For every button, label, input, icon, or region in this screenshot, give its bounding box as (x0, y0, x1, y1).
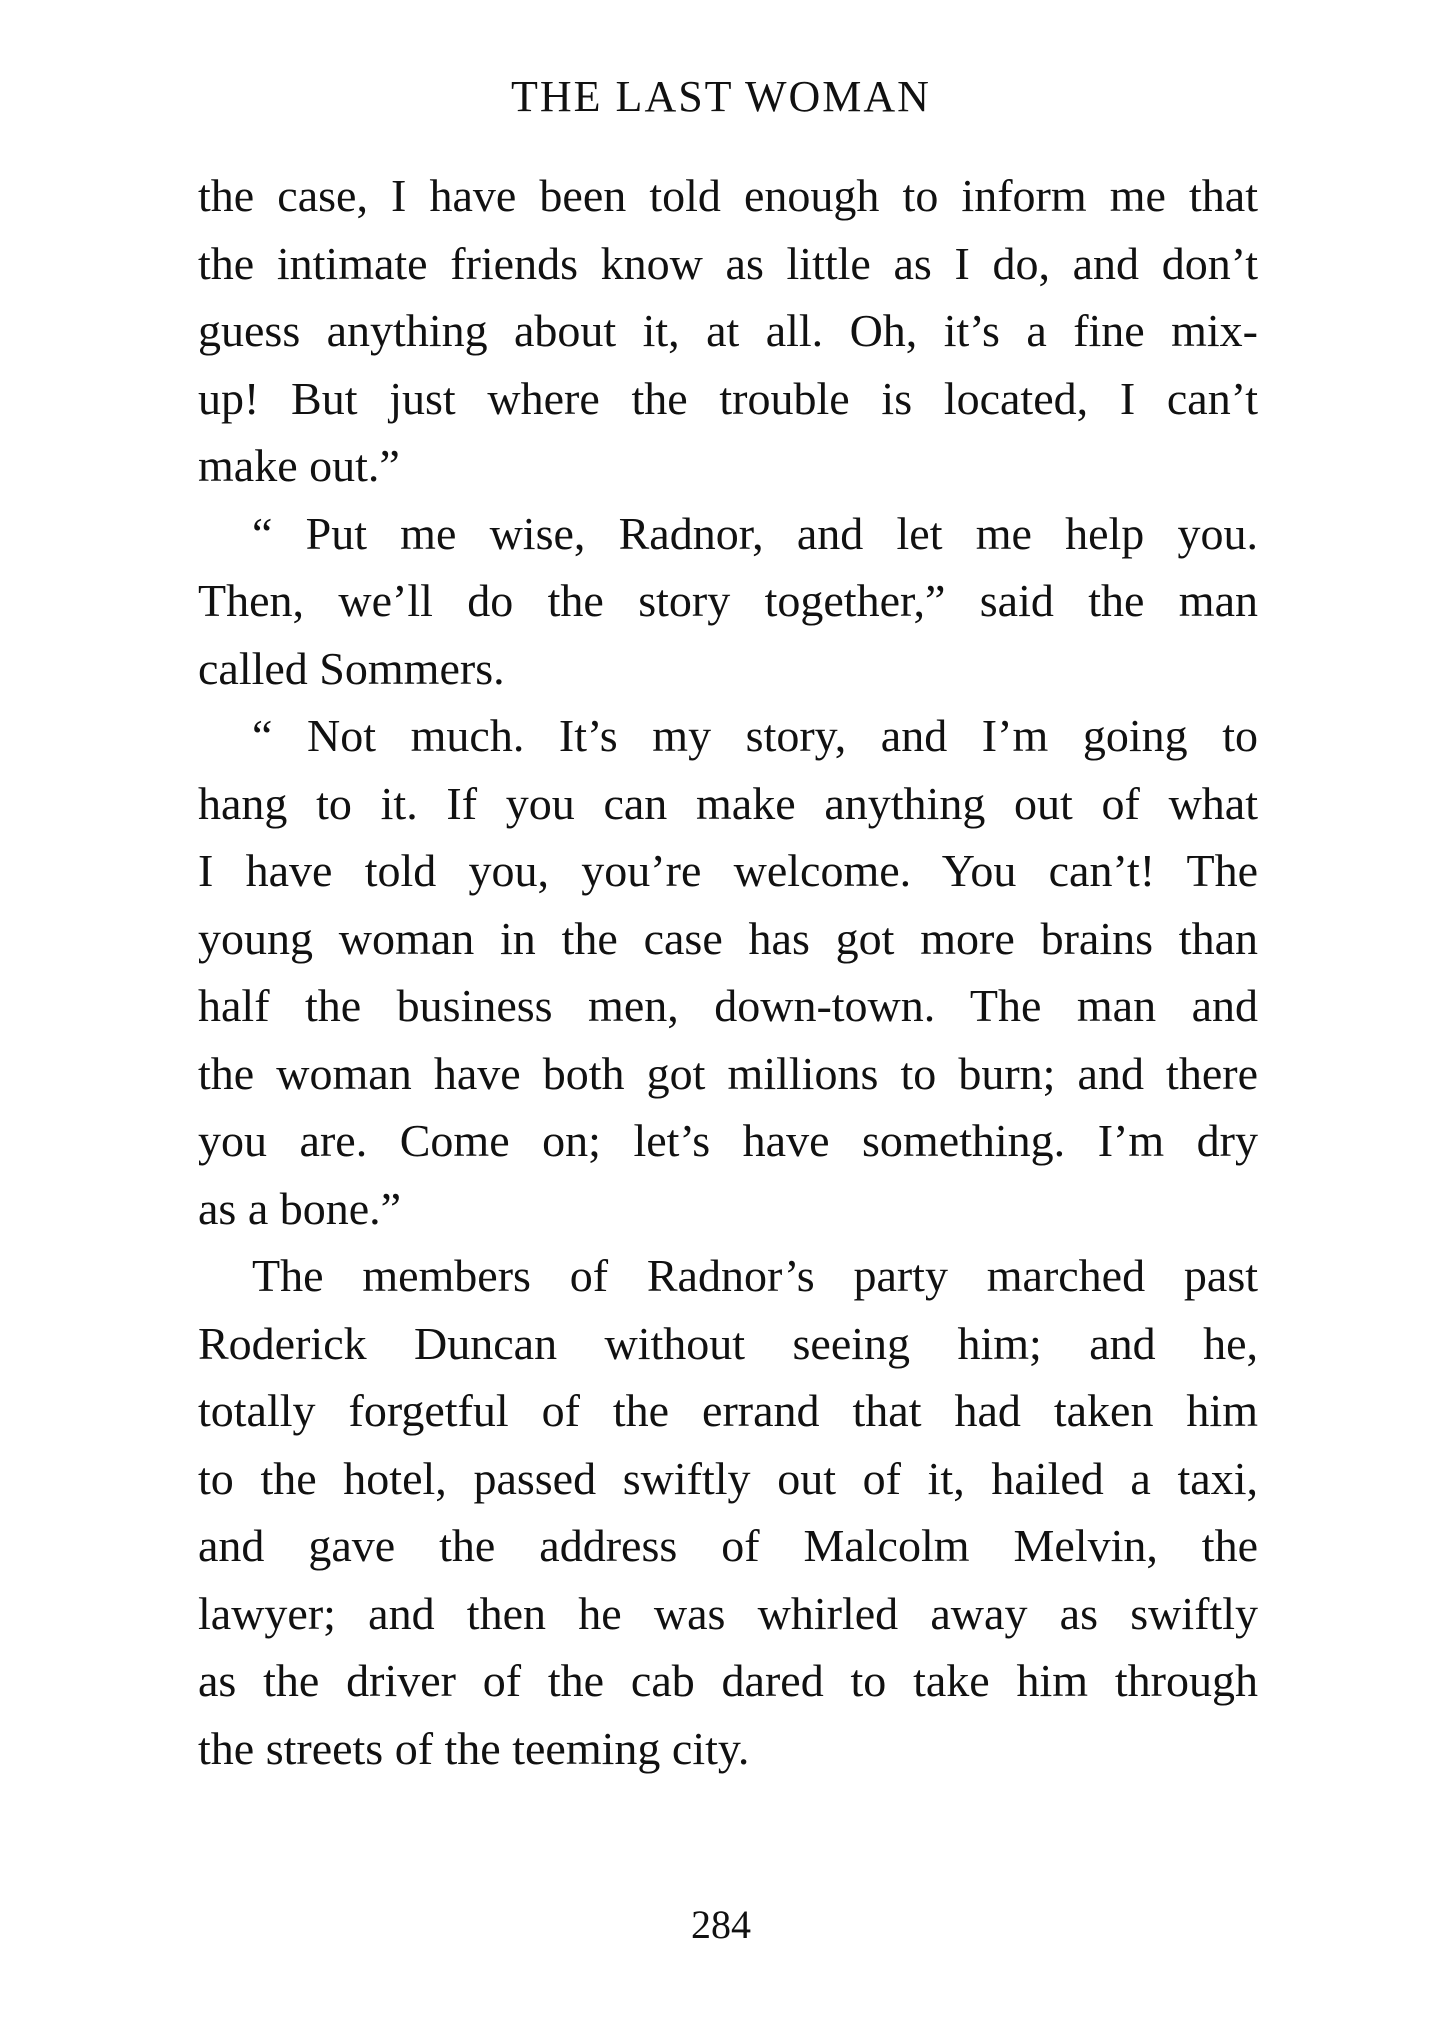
page-number: 284 (691, 1902, 751, 1947)
text-line: Roderick Duncan without seeing him; and he, (198, 1317, 1258, 1369)
text-line: to the hotel, passed swiftly out of it, hailed a taxi, (198, 1452, 1258, 1504)
text-line: totally forgetful of the errand that had taken him (198, 1385, 1258, 1436)
text-line: called Sommers. (198, 642, 505, 694)
body-text (198, 162, 1258, 1782)
running-head: THE LAST WOMAN (511, 72, 931, 121)
text-line: as a bone.” (198, 1182, 402, 1234)
text-line: up! But just where the trouble is located, I can’t (198, 372, 1258, 424)
text-line: half the business men, down-town. The man and (198, 980, 1258, 1031)
text-line: hang to it. If you can make anything out of what (198, 777, 1258, 829)
text-line: as the driver of the cab dared to take him through (198, 1655, 1258, 1706)
text-line: “ Not much. It’s my story, and I’m going to (252, 710, 1258, 761)
text-line: young woman in the case has got more brains than (198, 912, 1258, 964)
text-line: the intimate friends know as little as I do, and don’t (198, 237, 1258, 289)
text-line: make out.” (198, 440, 400, 491)
text-line: the case, I have been told enough to inform me that (198, 170, 1258, 221)
text-line: the streets of the teeming city. (198, 1722, 750, 1774)
text-line: lawyer; and then he was whirled away as swiftly (198, 1587, 1258, 1639)
text-line: and gave the address of Malcolm Melvin, the (198, 1520, 1258, 1571)
text-line: I have told you, you’re welcome. You can’t! The (198, 845, 1258, 896)
text-line: guess anything about it, at all. Oh, it’s a fine mix- (198, 305, 1258, 356)
text-line: Then, we’ll do the story together,” said the man (198, 575, 1258, 626)
text-line: the woman have both got millions to burn; and there (198, 1047, 1258, 1099)
text-line: you are. Come on; let’s have something. I’m dry (198, 1115, 1258, 1166)
text-line: The members of Radnor’s party marched past (252, 1250, 1258, 1301)
text-line: “ Put me wise, Radnor, and let me help you. (252, 507, 1258, 559)
